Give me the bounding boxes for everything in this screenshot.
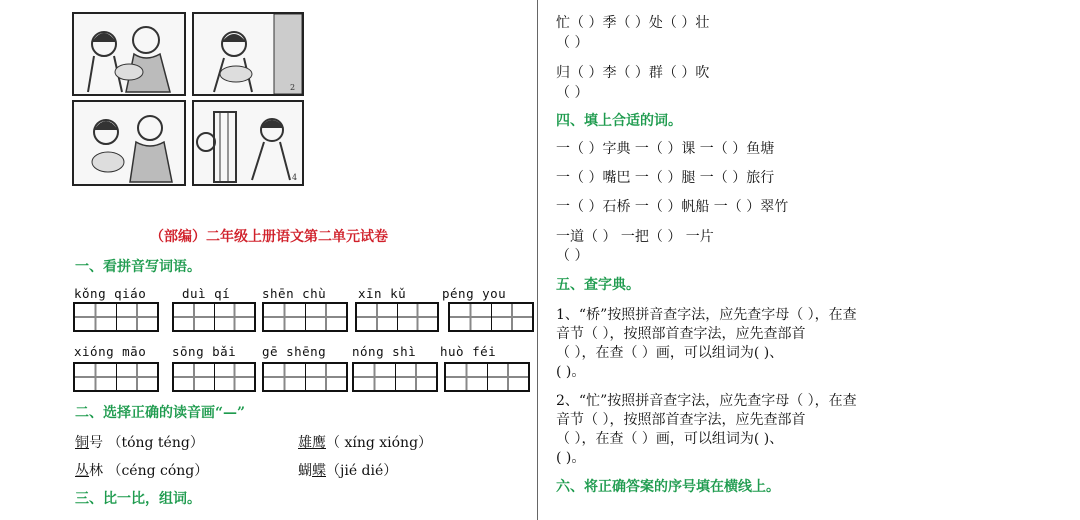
pinyin-2: duì qí — [182, 286, 231, 301]
choose-item-4[interactable]: 蝴蝶（jié dié） — [298, 463, 398, 479]
writing-box-9[interactable] — [352, 362, 438, 392]
pinyin-6: xióng māo — [74, 344, 147, 359]
pinyin-7: sōng bǎi — [172, 344, 237, 359]
pinyin-3: shēn chù — [262, 286, 327, 301]
writing-box-5[interactable] — [448, 302, 534, 332]
section-5-heading: 五、查字典。 — [556, 277, 640, 293]
choose-item-1[interactable]: 铜号 （tóng téng） — [75, 435, 204, 451]
writing-box-6[interactable] — [73, 362, 159, 392]
svg-text:4: 4 — [292, 173, 298, 182]
fill-row-3[interactable]: 一（ ）石桥 一（ ）帆船 一（ ）翠竹 — [556, 199, 789, 215]
dict-q1-line-2[interactable]: 音节（ ），按照部首查字法，应先查部首 — [556, 326, 806, 342]
dict-q2-line-1[interactable]: 2、“忙”按照拼音查字法，应先查字母（ ），在查 — [556, 393, 857, 409]
dict-q1-line-1[interactable]: 1、“桥”按照拼音查字法，应先查字母（ ），在查 — [556, 307, 857, 323]
pinyin-4: xīn kǔ — [358, 286, 407, 301]
compare-row-1-cont[interactable]: （ ） — [556, 35, 589, 51]
choose-char: 蝶 — [312, 463, 326, 479]
compare-row-2-cont[interactable]: （ ） — [556, 85, 589, 101]
writing-box-2[interactable] — [172, 302, 256, 332]
choose-item-2[interactable]: 雄鹰（ xíng xióng） — [298, 435, 433, 451]
choose-char: 丛 — [75, 463, 89, 479]
comic-panel-3 — [72, 100, 186, 186]
section-6-heading: 六、将正确答案的序号填在横线上。 — [556, 479, 780, 495]
pinyin-8: gē shēng — [262, 344, 327, 359]
exam-title: （部编）二年级上册语文第二单元试卷 — [150, 229, 388, 245]
dict-q2-line-3[interactable]: （ ），在查（ ）画，可以组词为( )、 — [556, 431, 784, 447]
choose-char: 铜 — [75, 435, 89, 451]
fill-row-2[interactable]: 一（ ）嘴巴 一（ ）腿 一（ ）旅行 — [556, 170, 775, 186]
section-4-heading: 四、填上合适的词。 — [556, 113, 682, 129]
dict-q1-line-4[interactable]: ( )。 — [556, 364, 586, 380]
compare-row-2[interactable]: 归（ ）李（ ）群（ ）吹 — [556, 65, 710, 81]
writing-box-1[interactable] — [73, 302, 159, 332]
pinyin-1: kǒng qiáo — [74, 286, 147, 301]
section-3-heading: 三、比一比，组词。 — [75, 491, 201, 507]
svg-text:2: 2 — [290, 83, 296, 92]
writing-box-3[interactable] — [262, 302, 348, 332]
dict-q2-line-4[interactable]: ( )。 — [556, 450, 586, 466]
dict-q1-line-3[interactable]: （ ），在查（ ）画，可以组词为( )、 — [556, 345, 784, 361]
column-divider — [537, 0, 538, 520]
choose-char: 雄鹰 — [298, 435, 326, 451]
pinyin-10: huò féi — [440, 344, 497, 359]
writing-box-4[interactable] — [355, 302, 439, 332]
comic-panel-2 — [192, 12, 304, 96]
fill-row-4-cont[interactable]: （ ） — [556, 248, 589, 264]
comic-panel-1 — [72, 12, 186, 96]
choose-item-3[interactable]: 丛林 （céng cóng） — [75, 463, 209, 479]
pinyin-9: nóng shì — [352, 344, 417, 359]
fill-row-1[interactable]: 一（ ）字典 一（ ）课 一（ ）鱼塘 — [556, 141, 775, 157]
fill-row-4[interactable]: 一道（ ） 一把（ ） 一片 — [556, 229, 714, 245]
pinyin-5: péng you — [442, 286, 507, 301]
writing-box-7[interactable] — [172, 362, 256, 392]
section-1-heading: 一、看拼音写词语。 — [75, 259, 201, 275]
dict-q2-line-2[interactable]: 音节（ ），按照部首查字法，应先查部首 — [556, 412, 806, 428]
comic-illustration — [72, 12, 302, 184]
compare-row-1[interactable]: 忙（ ）季（ ）处（ ）壮 — [556, 15, 710, 31]
comic-panel-4 — [192, 100, 304, 186]
writing-box-8[interactable] — [262, 362, 348, 392]
writing-box-10[interactable] — [444, 362, 530, 392]
section-2-heading: 二、选择正确的读音画“—” — [75, 405, 246, 421]
